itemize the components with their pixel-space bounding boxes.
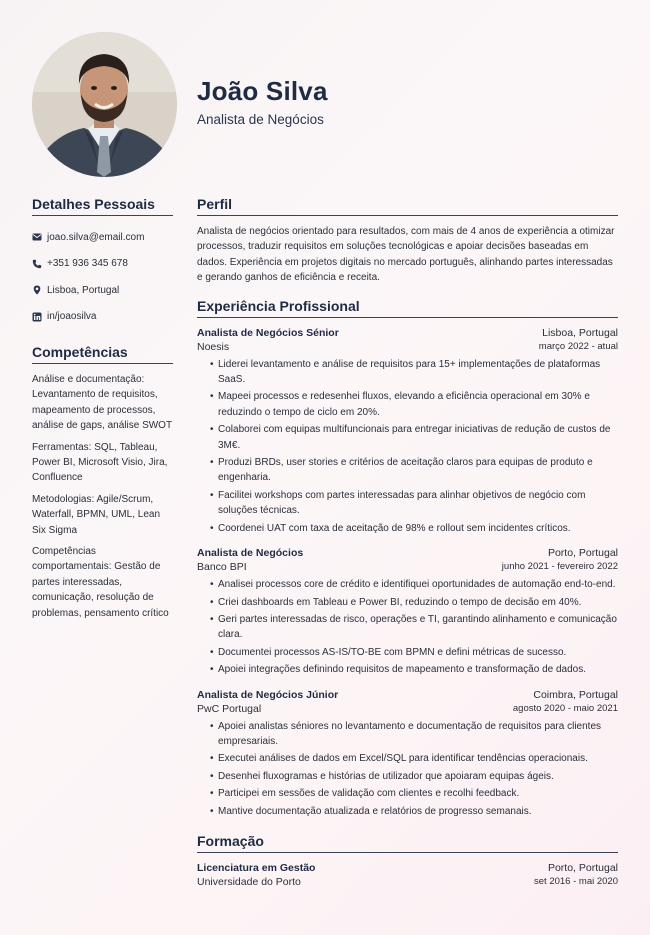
email-icon: [32, 232, 42, 242]
job-title: Analista de Negócios: [197, 547, 304, 560]
job-bullet: • Participei em sessões de validação com clientes e recolhi feedback.: [212, 786, 618, 801]
skill-group: Metodologias: Agile/Scrum, Waterfall, BPMN, UML, Lean Six Sigma: [32, 493, 161, 536]
portrait-image: [32, 32, 177, 177]
linkedin-icon: [32, 312, 42, 322]
job-company: Noesis: [197, 340, 230, 353]
job-entry: [197, 688, 618, 819]
contact-email[interactable]: [32, 224, 173, 251]
job-dates: março 2022 - atual: [538, 340, 618, 352]
job-dates: junho 2021 - fevereiro 2022: [501, 561, 618, 573]
contact-phone[interactable]: [32, 251, 173, 278]
education-degree: Licenciatura em Gestão: [197, 861, 316, 874]
job-company: Banco BPI: [197, 561, 247, 574]
education-location: Porto, Portugal: [547, 861, 618, 874]
job-bullet: • Apoiei integrações definindo requisitos de mapeamento e transformação de dados.: [212, 662, 618, 677]
profile-title: Perfil: [197, 196, 618, 216]
contact-location-text: Lisboa, Portugal: [47, 284, 120, 296]
contact-location: [32, 277, 173, 304]
contact-linkedin-text: in/joaosilva: [47, 311, 97, 323]
education-school: Universidade do Porto: [197, 875, 301, 888]
skill-group: Competências comportamentais: Gestão de partes interessadas, comunicação, resolução de problemas, pensamento crítico: [32, 546, 169, 619]
job-title: Analista de Negócios Sénior: [197, 326, 339, 339]
education-title: Formação: [197, 833, 618, 853]
job-location: Porto, Portugal: [547, 547, 618, 560]
job-entry: [197, 546, 618, 677]
job-bullets: [197, 719, 618, 819]
right-column: [197, 196, 618, 892]
skills-title: Competências: [32, 344, 173, 364]
education-section: [197, 833, 618, 889]
contact-email-text: joao.silva@email.com: [47, 231, 145, 243]
job-bullet: • Liderei levantamento e análise de requisitos para 15+ implementações de plataformas SaaS.: [212, 357, 618, 388]
job-bullet: • Desenhei fluxogramas e histórias de utilizador que apoiaram equipas ágeis.: [212, 769, 618, 784]
job-bullet: • Mapeei processos e redesenhei fluxos, elevando a eficiência operacional em 30% e reduzindo o tempo de ciclo em 20%.: [212, 389, 618, 420]
job-company: PwC Portugal: [197, 702, 262, 715]
job-bullet: • Apoiei analistas séniores no levantamento e documentação de requisitos para clientes empresariais.: [212, 719, 618, 750]
contact-linkedin[interactable]: [32, 304, 173, 331]
location-pin-icon: [32, 285, 42, 295]
skill-group: Ferramentas: SQL, Tableau, Power BI, Microsoft Visio, Jira, Confluence: [32, 441, 168, 484]
job-bullet: • Facilitei workshops com partes interessadas para alinhar objetivos de negócio com soluções técnicas.: [212, 488, 618, 519]
job-bullet: • Mantive documentação atualizada e relatórios de progresso semanais.: [212, 804, 618, 819]
candidate-role: Analista de Negócios: [197, 112, 324, 127]
job-bullet: • Analisei processos core de crédito e identifiquei oportunidades de automação end-to-end.: [212, 577, 618, 592]
job-bullet: • Coordenei UAT com taxa de aceitação de 98% e rollout sem incidentes críticos.: [212, 521, 618, 536]
job-location: Coimbra, Portugal: [533, 688, 618, 701]
job-bullet: • Documentei processos AS-IS/TO-BE com BPMN e defini métricas de sucesso.: [212, 645, 618, 660]
job-title: Analista de Negócios Júnior: [197, 688, 339, 701]
phone-icon: [32, 259, 42, 269]
job-location: Lisboa, Portugal: [542, 326, 618, 339]
profile-summary: Analista de negócios orientado para resultados, com mais de 4 anos de experiência a otimizar processos, traduzir requisitos em soluções tecnológicas e apoiar decisões baseadas em dados. Experiência em projetos digitais no mercado português, alinhando partes interessadas e gerando ganhos de eficiência e receita.: [197, 226, 615, 284]
job-bullets: [197, 357, 618, 536]
job-bullets: [197, 577, 618, 677]
job-entry: [197, 326, 618, 536]
profile-photo: [32, 32, 177, 177]
contact-phone-text: +351 936 345 678: [47, 258, 128, 270]
skill-group: Análise e documentação: Levantamento de requisitos, mapeamento de processos, análise de gaps, análise SWOT: [32, 374, 173, 432]
job-bullet: • Geri partes interessadas de risco, operações e TI, garantindo alinhamento e comunicação clara.: [212, 612, 618, 643]
job-bullet: • Colaborei com equipas multifuncionais para entregar iniciativas de redução de custos de 3M€.: [212, 422, 618, 453]
job-bullet: • Criei dashboards em Tableau e Power BI, reduzindo o tempo de decisão em 40%.: [212, 595, 618, 610]
left-column: [32, 196, 173, 627]
contact-list: [32, 224, 173, 330]
job-dates: agosto 2020 - maio 2021: [512, 702, 618, 714]
candidate-name: João Silva: [197, 76, 328, 106]
job-bullet: • Executei análises de dados em Excel/SQL para identificar tendências operacionais.: [212, 751, 618, 766]
personal-details-title: Detalhes Pessoais: [32, 196, 173, 216]
experience-title: Experiência Profissional: [197, 298, 618, 318]
job-bullet: • Produzi BRDs, user stories e critérios de aceitação claros para equipas de produto e engenharia.: [212, 455, 618, 486]
education-dates: set 2016 - mai 2020: [534, 875, 618, 887]
